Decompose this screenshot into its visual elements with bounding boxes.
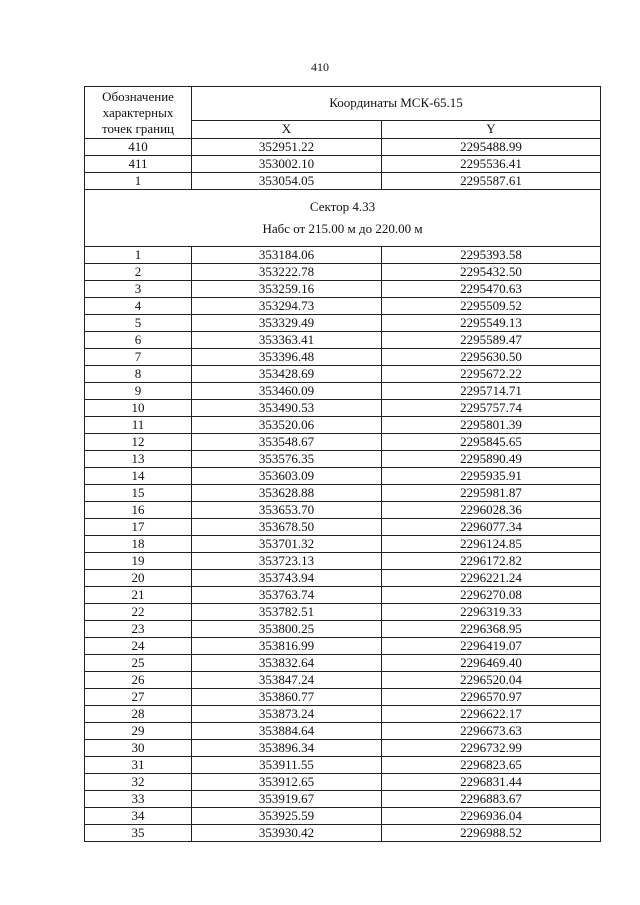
x-value: 353782.51 [192, 604, 382, 621]
point-number: 11 [85, 417, 192, 434]
point-number: 34 [85, 808, 192, 825]
table-row [85, 621, 601, 638]
table-row [85, 553, 601, 570]
x-value: 353396.48 [192, 349, 382, 366]
y-value: 2295672.22 [382, 366, 601, 383]
y-value: 2295714.71 [382, 383, 601, 400]
x-value: 353603.09 [192, 468, 382, 485]
x-value: 353363.41 [192, 332, 382, 349]
table-row [85, 519, 601, 536]
point-number: 33 [85, 791, 192, 808]
y-column-header: Y [382, 120, 601, 138]
point-number: 16 [85, 502, 192, 519]
table-row [85, 536, 601, 553]
y-value: 2296988.52 [382, 825, 601, 842]
y-value: 2296368.95 [382, 621, 601, 638]
table-row [85, 655, 601, 672]
table-row [85, 672, 601, 689]
y-value: 2295630.50 [382, 349, 601, 366]
header-row [85, 87, 601, 121]
table-row [85, 689, 601, 706]
coordinates-header: Координаты МСК-65.15 [192, 87, 601, 121]
y-value: 2296172.82 [382, 553, 601, 570]
point-number: 14 [85, 468, 192, 485]
table-row [85, 502, 601, 519]
y-value: 2296732.99 [382, 740, 601, 757]
x-value: 353723.13 [192, 553, 382, 570]
point-number: 410 [85, 139, 192, 156]
y-value: 2296270.08 [382, 587, 601, 604]
table-row [85, 808, 601, 825]
point-number: 13 [85, 451, 192, 468]
point-number: 10 [85, 400, 192, 417]
y-value: 2296077.34 [382, 519, 601, 536]
y-value: 2295536.41 [382, 156, 601, 173]
x-value: 353678.50 [192, 519, 382, 536]
point-number: 23 [85, 621, 192, 638]
table-row [85, 485, 601, 502]
x-value: 353628.88 [192, 485, 382, 502]
y-value: 2296823.65 [382, 757, 601, 774]
point-number: 411 [85, 156, 192, 173]
table-row [85, 740, 601, 757]
y-value: 2295488.99 [382, 139, 601, 156]
y-value: 2295845.65 [382, 434, 601, 451]
table-row [85, 604, 601, 621]
y-value: 2296124.85 [382, 536, 601, 553]
x-value: 353054.05 [192, 173, 382, 190]
table-row [85, 281, 601, 298]
y-value: 2295890.49 [382, 451, 601, 468]
y-value: 2295757.74 [382, 400, 601, 417]
x-value: 353847.24 [192, 672, 382, 689]
point-number: 15 [85, 485, 192, 502]
table-row [85, 774, 601, 791]
designation-header-line-3: точек границ [101, 121, 175, 136]
x-value: 353912.65 [192, 774, 382, 791]
x-value: 353002.10 [192, 156, 382, 173]
x-value: 353329.49 [192, 315, 382, 332]
table-row [85, 570, 601, 587]
x-value: 353800.25 [192, 621, 382, 638]
table-row [85, 706, 601, 723]
y-value: 2295801.39 [382, 417, 601, 434]
point-number: 8 [85, 366, 192, 383]
point-number: 18 [85, 536, 192, 553]
y-value: 2296622.17 [382, 706, 601, 723]
point-number: 20 [85, 570, 192, 587]
designation-header [85, 87, 192, 139]
table-row [85, 468, 601, 485]
designation-header-line-1: Обозначение [102, 89, 174, 104]
page-number: 410 [311, 60, 329, 74]
point-number: 26 [85, 672, 192, 689]
x-value: 353925.59 [192, 808, 382, 825]
x-value: 353222.78 [192, 264, 382, 281]
point-number: 12 [85, 434, 192, 451]
y-value: 2295393.58 [382, 247, 601, 264]
table-row [85, 434, 601, 451]
coordinates-table-body [85, 87, 601, 842]
sector-row [85, 190, 601, 247]
table-row [85, 173, 601, 190]
y-value: 2295935.91 [382, 468, 601, 485]
table-row [85, 825, 601, 842]
y-value: 2296520.04 [382, 672, 601, 689]
y-value: 2296673.63 [382, 723, 601, 740]
y-value: 2295549.13 [382, 315, 601, 332]
point-number: 25 [85, 655, 192, 672]
y-value: 2296831.44 [382, 774, 601, 791]
table-row [85, 400, 601, 417]
point-number: 4 [85, 298, 192, 315]
x-value: 353884.64 [192, 723, 382, 740]
x-value: 353743.94 [192, 570, 382, 587]
table-row [85, 383, 601, 400]
point-number: 9 [85, 383, 192, 400]
table-row [85, 587, 601, 604]
y-value: 2296883.67 [382, 791, 601, 808]
point-number: 6 [85, 332, 192, 349]
y-value: 2296319.33 [382, 604, 601, 621]
table-row [85, 791, 601, 808]
sector-heading [85, 190, 601, 247]
point-number: 21 [85, 587, 192, 604]
table-row [85, 156, 601, 173]
table-row [85, 315, 601, 332]
point-number: 32 [85, 774, 192, 791]
table-row [85, 417, 601, 434]
point-number: 17 [85, 519, 192, 536]
x-value: 353520.06 [192, 417, 382, 434]
point-number: 31 [85, 757, 192, 774]
x-value: 353490.53 [192, 400, 382, 417]
table-row [85, 638, 601, 655]
y-value: 2296028.36 [382, 502, 601, 519]
y-value: 2296469.40 [382, 655, 601, 672]
point-number: 5 [85, 315, 192, 332]
x-value: 353816.99 [192, 638, 382, 655]
point-number: 1 [85, 247, 192, 264]
x-value: 353428.69 [192, 366, 382, 383]
y-value: 2296570.97 [382, 689, 601, 706]
y-value: 2295589.47 [382, 332, 601, 349]
table-row [85, 264, 601, 281]
y-value: 2295470.63 [382, 281, 601, 298]
point-number: 1 [85, 173, 192, 190]
table-row [85, 298, 601, 315]
x-value: 353911.55 [192, 757, 382, 774]
table-row [85, 349, 601, 366]
y-value: 2296419.07 [382, 638, 601, 655]
point-number: 24 [85, 638, 192, 655]
sector-title: Сектор 4.33 [309, 199, 376, 214]
table-row [85, 366, 601, 383]
x-value: 353701.32 [192, 536, 382, 553]
x-value: 353460.09 [192, 383, 382, 400]
y-value: 2295432.50 [382, 264, 601, 281]
x-value: 353184.06 [192, 247, 382, 264]
y-value: 2295981.87 [382, 485, 601, 502]
point-number: 7 [85, 349, 192, 366]
x-value: 353653.70 [192, 502, 382, 519]
point-number: 3 [85, 281, 192, 298]
x-value: 353259.16 [192, 281, 382, 298]
x-value: 353576.35 [192, 451, 382, 468]
x-value: 352951.22 [192, 139, 382, 156]
y-value: 2296221.24 [382, 570, 601, 587]
table-row [85, 723, 601, 740]
table-row [85, 332, 601, 349]
x-value: 353930.42 [192, 825, 382, 842]
x-value: 353763.74 [192, 587, 382, 604]
point-number: 28 [85, 706, 192, 723]
x-value: 353896.34 [192, 740, 382, 757]
point-number: 22 [85, 604, 192, 621]
table-row [85, 451, 601, 468]
x-value: 353919.67 [192, 791, 382, 808]
point-number: 27 [85, 689, 192, 706]
x-value: 353860.77 [192, 689, 382, 706]
coordinates-table [84, 86, 601, 842]
x-value: 353832.64 [192, 655, 382, 672]
table-row [85, 757, 601, 774]
x-value: 353873.24 [192, 706, 382, 723]
x-value: 353548.67 [192, 434, 382, 451]
designation-header-line-2: характерных [102, 105, 174, 120]
y-value: 2295509.52 [382, 298, 601, 315]
table-row [85, 247, 601, 264]
point-number: 35 [85, 825, 192, 842]
sector-subtitle: Набс от 215.00 м до 220.00 м [262, 221, 423, 236]
x-value: 353294.73 [192, 298, 382, 315]
y-value: 2295587.61 [382, 173, 601, 190]
point-number: 30 [85, 740, 192, 757]
point-number: 19 [85, 553, 192, 570]
point-number: 2 [85, 264, 192, 281]
point-number: 29 [85, 723, 192, 740]
table-row [85, 139, 601, 156]
y-value: 2296936.04 [382, 808, 601, 825]
x-column-header: X [192, 120, 382, 138]
